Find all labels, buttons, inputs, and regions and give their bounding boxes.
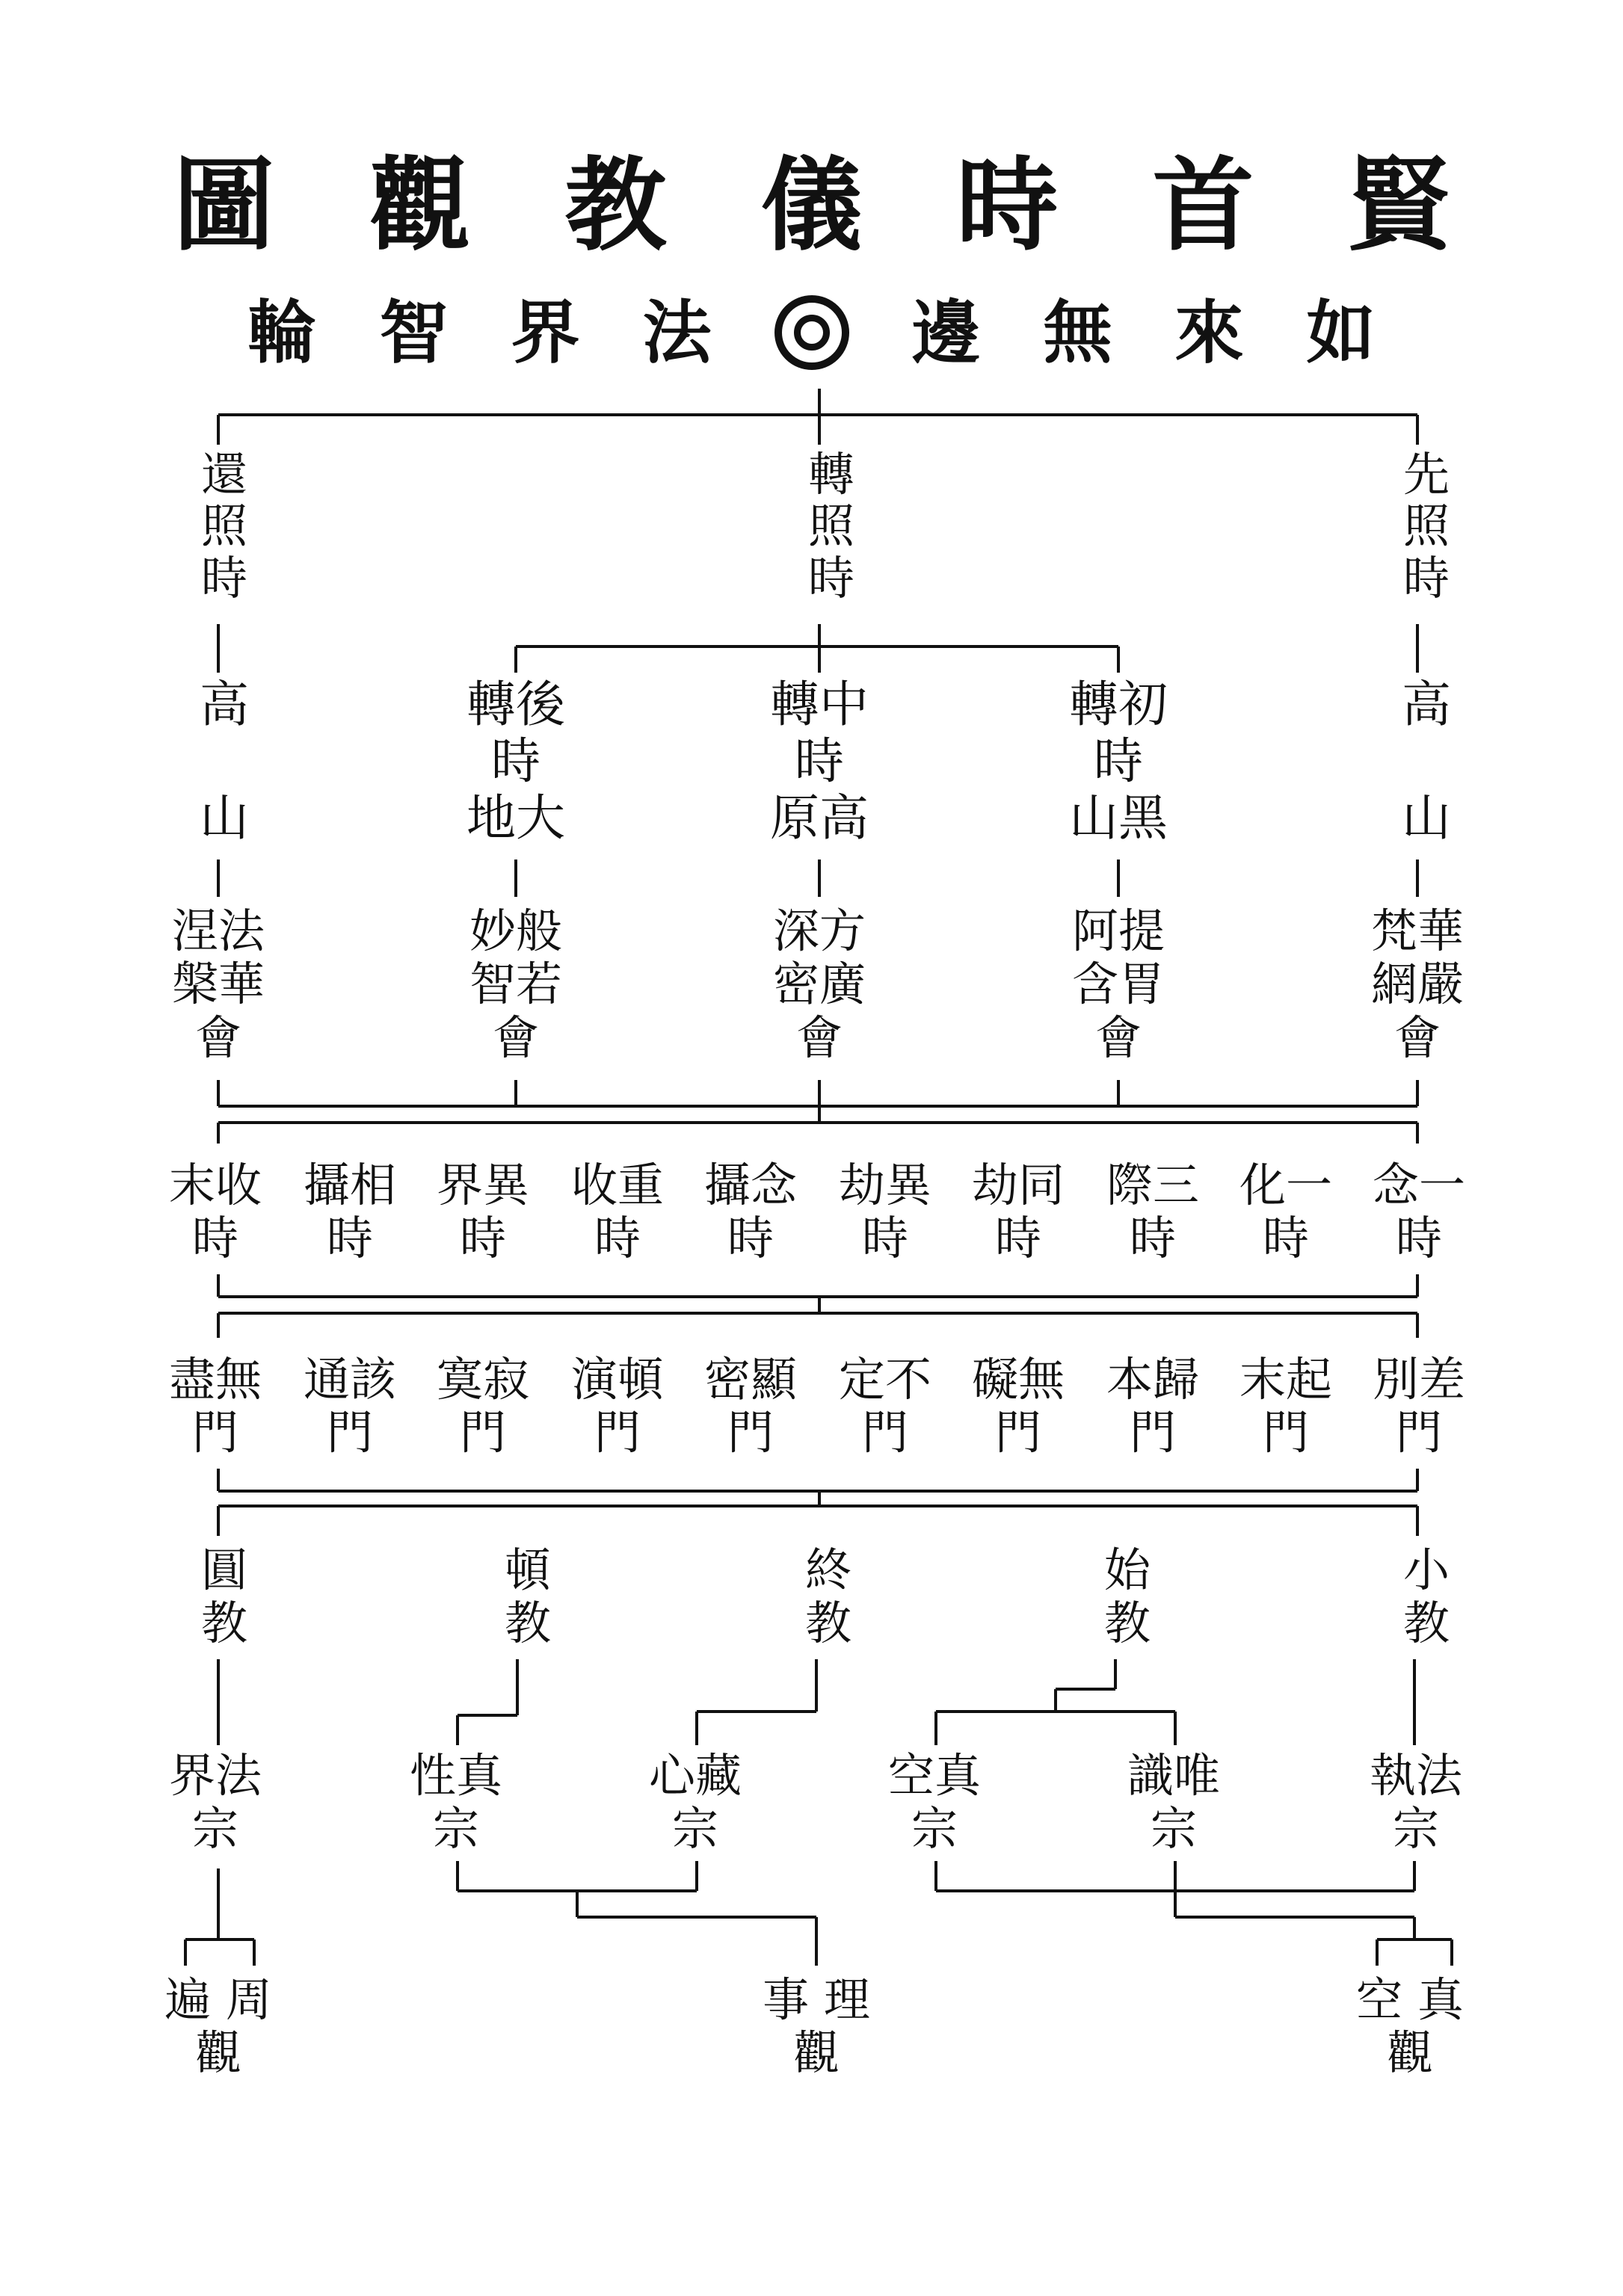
assembly: 深方 密廣 會 <box>772 904 866 1065</box>
ten-time-item: 劫異 時 <box>838 1158 932 1266</box>
title-char: 教 <box>564 146 667 265</box>
contemplation-item: 空 真 觀 <box>1356 1972 1464 2081</box>
subtitle-char: 來 <box>1174 292 1244 373</box>
teaching-item: 頓 教 <box>504 1543 552 1651</box>
school-item: 識唯 宗 <box>1127 1748 1221 1857</box>
connector <box>218 389 1417 445</box>
school-item: 心藏 宗 <box>648 1748 742 1857</box>
ten-time-item: 念一 時 <box>1372 1158 1466 1266</box>
connector <box>697 1659 816 1745</box>
subtitle-char: 智 <box>379 292 449 373</box>
ten-time-item: 收重 時 <box>570 1158 665 1266</box>
mountain-left: 高 山 <box>200 676 249 847</box>
ten-time-item: 化一 時 <box>1239 1158 1333 1266</box>
ten-gate-item: 寞寂 門 <box>436 1352 530 1460</box>
ten-gate-item: 別差 門 <box>1372 1352 1466 1460</box>
ten-gate-item: 通該 門 <box>303 1352 397 1460</box>
time-name-center: 轉照時 <box>807 447 854 605</box>
ten-time-item: 末收 時 <box>168 1158 262 1266</box>
connector <box>218 1469 1417 1536</box>
school-item: 空真 宗 <box>887 1748 982 1857</box>
ten-time-item: 際三 時 <box>1106 1158 1200 1266</box>
subtitle-char: 法 <box>642 292 712 373</box>
teaching-item: 始 教 <box>1103 1543 1151 1651</box>
title-char: 儀 <box>760 146 863 265</box>
title-char: 首 <box>1152 146 1254 265</box>
ten-gate-item: 演頓 門 <box>570 1352 665 1460</box>
ten-gate-item: 末起 門 <box>1239 1352 1333 1460</box>
contemplation-item: 遍 周 觀 <box>164 1972 272 2081</box>
sub-time-middle: 轉中 時 原高 <box>770 676 869 847</box>
connector <box>936 1861 1452 1966</box>
assembly: 妙般 智若 會 <box>469 904 563 1065</box>
assembly-right: 梵華 網嚴 會 <box>1370 904 1465 1065</box>
time-name-right: 先照時 <box>1402 447 1450 605</box>
ten-time-item: 劫同 時 <box>971 1158 1065 1266</box>
teaching-item: 小 教 <box>1402 1543 1450 1651</box>
school-item: 性真 宗 <box>409 1748 503 1857</box>
title-char: 圖 <box>173 146 275 265</box>
ten-time-item: 攝念 時 <box>703 1158 798 1266</box>
time-name-left: 還照時 <box>200 447 247 605</box>
subtitle-char: 如 <box>1306 292 1376 373</box>
connector <box>185 1868 254 1966</box>
title-char: 時 <box>956 146 1059 265</box>
mountain-right: 高 山 <box>1402 676 1451 847</box>
title-char: 觀 <box>369 146 471 265</box>
school-item: 界法 宗 <box>168 1748 262 1857</box>
connector <box>458 1659 517 1745</box>
title-char: 賢 <box>1348 146 1450 265</box>
connector <box>516 860 1118 897</box>
connector <box>516 624 1118 673</box>
school-item: 執法 宗 <box>1369 1748 1463 1857</box>
teaching-item: 圓 教 <box>200 1543 248 1651</box>
subtitle-char: 無 <box>1043 292 1112 373</box>
sub-time-later: 轉後 時 地大 <box>466 676 565 847</box>
ten-gate-item: 密顯 門 <box>703 1352 798 1460</box>
assembly: 阿提 含胃 會 <box>1071 904 1165 1065</box>
ten-gate-item: 定不 門 <box>838 1352 932 1460</box>
connector <box>458 1861 816 1966</box>
subtitle-char: 界 <box>511 292 580 373</box>
connector <box>936 1659 1175 1745</box>
ten-gate-item: 礙無 門 <box>971 1352 1065 1460</box>
connector <box>218 1274 1417 1338</box>
sub-time-early: 轉初 時 山黑 <box>1069 676 1168 847</box>
ten-time-item: 界異 時 <box>436 1158 530 1266</box>
connector <box>218 1080 1417 1106</box>
ten-gate-item: 盡無 門 <box>168 1352 262 1460</box>
ten-gate-item: 本歸 門 <box>1106 1352 1200 1460</box>
ten-time-item: 攝相 時 <box>303 1158 397 1266</box>
contemplation-item: 事 理 觀 <box>763 1972 870 2081</box>
connector <box>218 1106 1417 1144</box>
teaching-item: 終 教 <box>804 1543 852 1651</box>
subtitle-char: 邊 <box>911 292 981 373</box>
subtitle-char: 輪 <box>247 292 317 373</box>
assembly-left: 涅法 槃華 會 <box>171 904 265 1065</box>
